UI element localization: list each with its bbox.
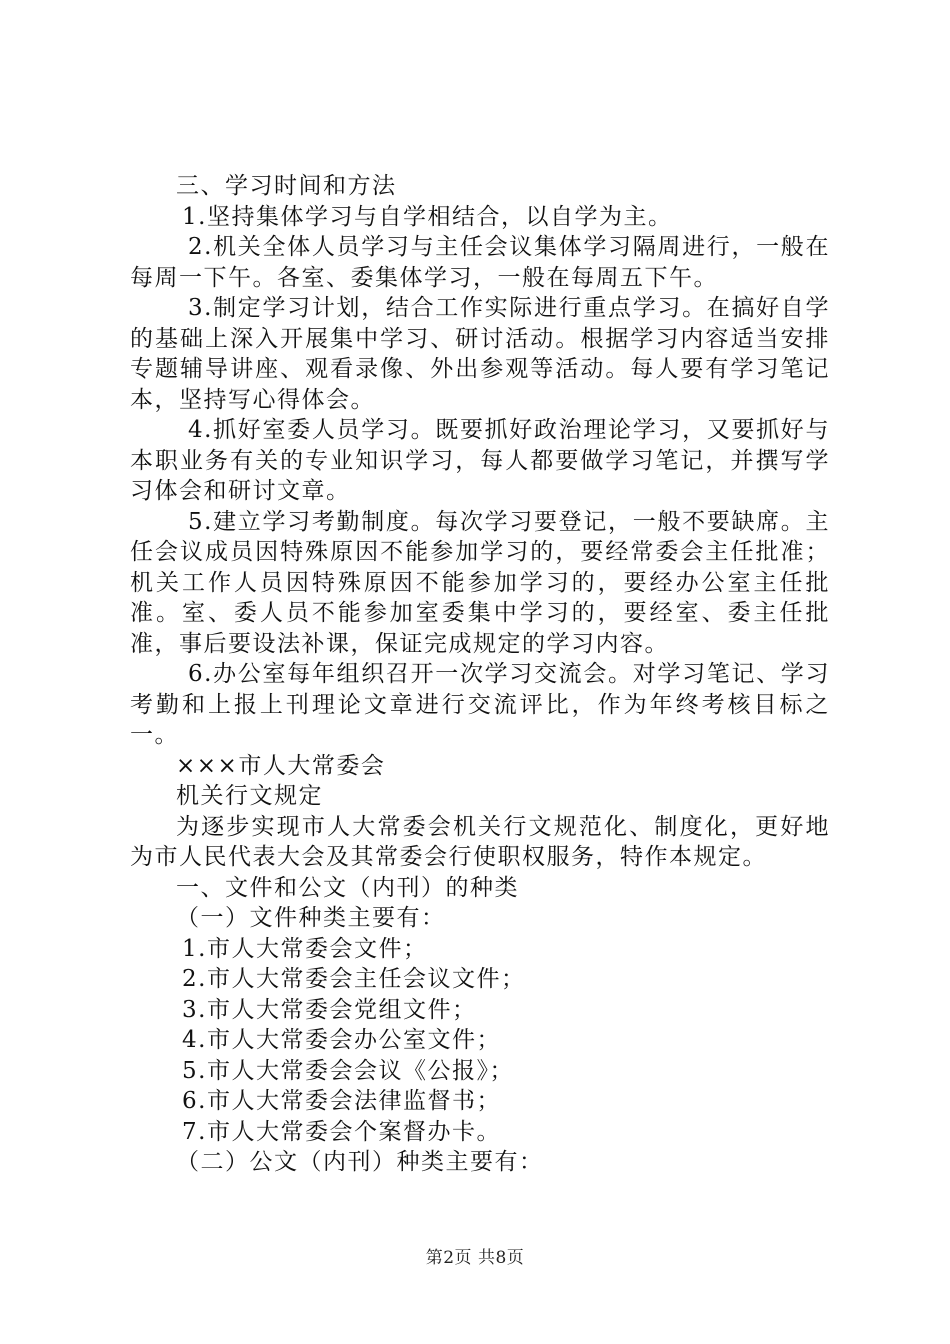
paragraph: （二）公文（内刊）种类主要有： — [176, 1149, 544, 1175]
paragraph: 1.市人大常委会文件； — [182, 935, 428, 962]
paragraph: 4.抓好室委人员学习。既要抓好政治理论学习，又要抓好与本职业务有关的专业知识学习，每人都要做学习笔记，并撰写学习体会和研讨文章。 — [130, 417, 830, 504]
paragraph: ×××市人大常委会 — [176, 752, 386, 779]
document-body — [130, 171, 830, 1178]
paragraph: 4.市人大常委会办公室文件； — [182, 1027, 501, 1053]
paragraph: 7.市人大常委会个案督办卡。 — [182, 1118, 501, 1145]
paragraph: 为逐步实现市人大常委会机关行文规范化、制度化，更好地为市人民代表大会及其常委会行使职权服务，特作本规定。 — [130, 813, 830, 870]
paragraph: 一、文件和公文（内刊）的种类 — [176, 874, 519, 901]
paragraph: 3.市人大常委会党组文件； — [182, 996, 477, 1023]
paragraph: 2.机关全体人员学习与主任会议集体学习隔周进行，一般在每周一下午。各室、委集体学习，一般在每周五下午。 — [130, 234, 830, 291]
paragraph: 6.市人大常委会法律监督书； — [182, 1088, 501, 1114]
paragraph: 三、学习时间和方法 — [176, 173, 397, 199]
paragraph: 6.办公室每年组织召开一次学习交流会。对学习笔记、学习考勤和上报上刊理论文章进行交流评比，作为年终考核目标之一。 — [130, 661, 830, 748]
paragraph: 5.市人大常委会会议《公报》； — [182, 1057, 514, 1084]
paragraph: 1.坚持集体学习与自学相结合，以自学为主。 — [182, 203, 673, 230]
paragraph: （一）文件种类主要有： — [176, 905, 446, 931]
paragraph: 5.建立学习考勤制度。每次学习要登记，一般不要缺席。主任会议成员因特殊原因不能参加学习的，要经常委会主任批准；机关工作人员因特殊原因不能参加学习的，要经办公室主任批准。室、委人员不能参加室委集中学习的，要经室、委主任批准，事后要设法补课，保证完成规定的学习内容。 — [130, 508, 830, 657]
paragraph: 3.制定学习计划，结合工作实际进行重点学习。在搞好自学的基础上深入开展集中学习、研讨活动。根据学习内容适当安排专题辅导讲座、观看录像、外出参观等活动。每人要有学习笔记本，坚持写心得体会。 — [130, 295, 830, 413]
paragraph: 2.市人大常委会主任会议文件； — [182, 966, 526, 992]
page-footer: 第2页 共8页 — [425, 1248, 525, 1268]
paragraph: 机关行文规定 — [176, 783, 323, 809]
